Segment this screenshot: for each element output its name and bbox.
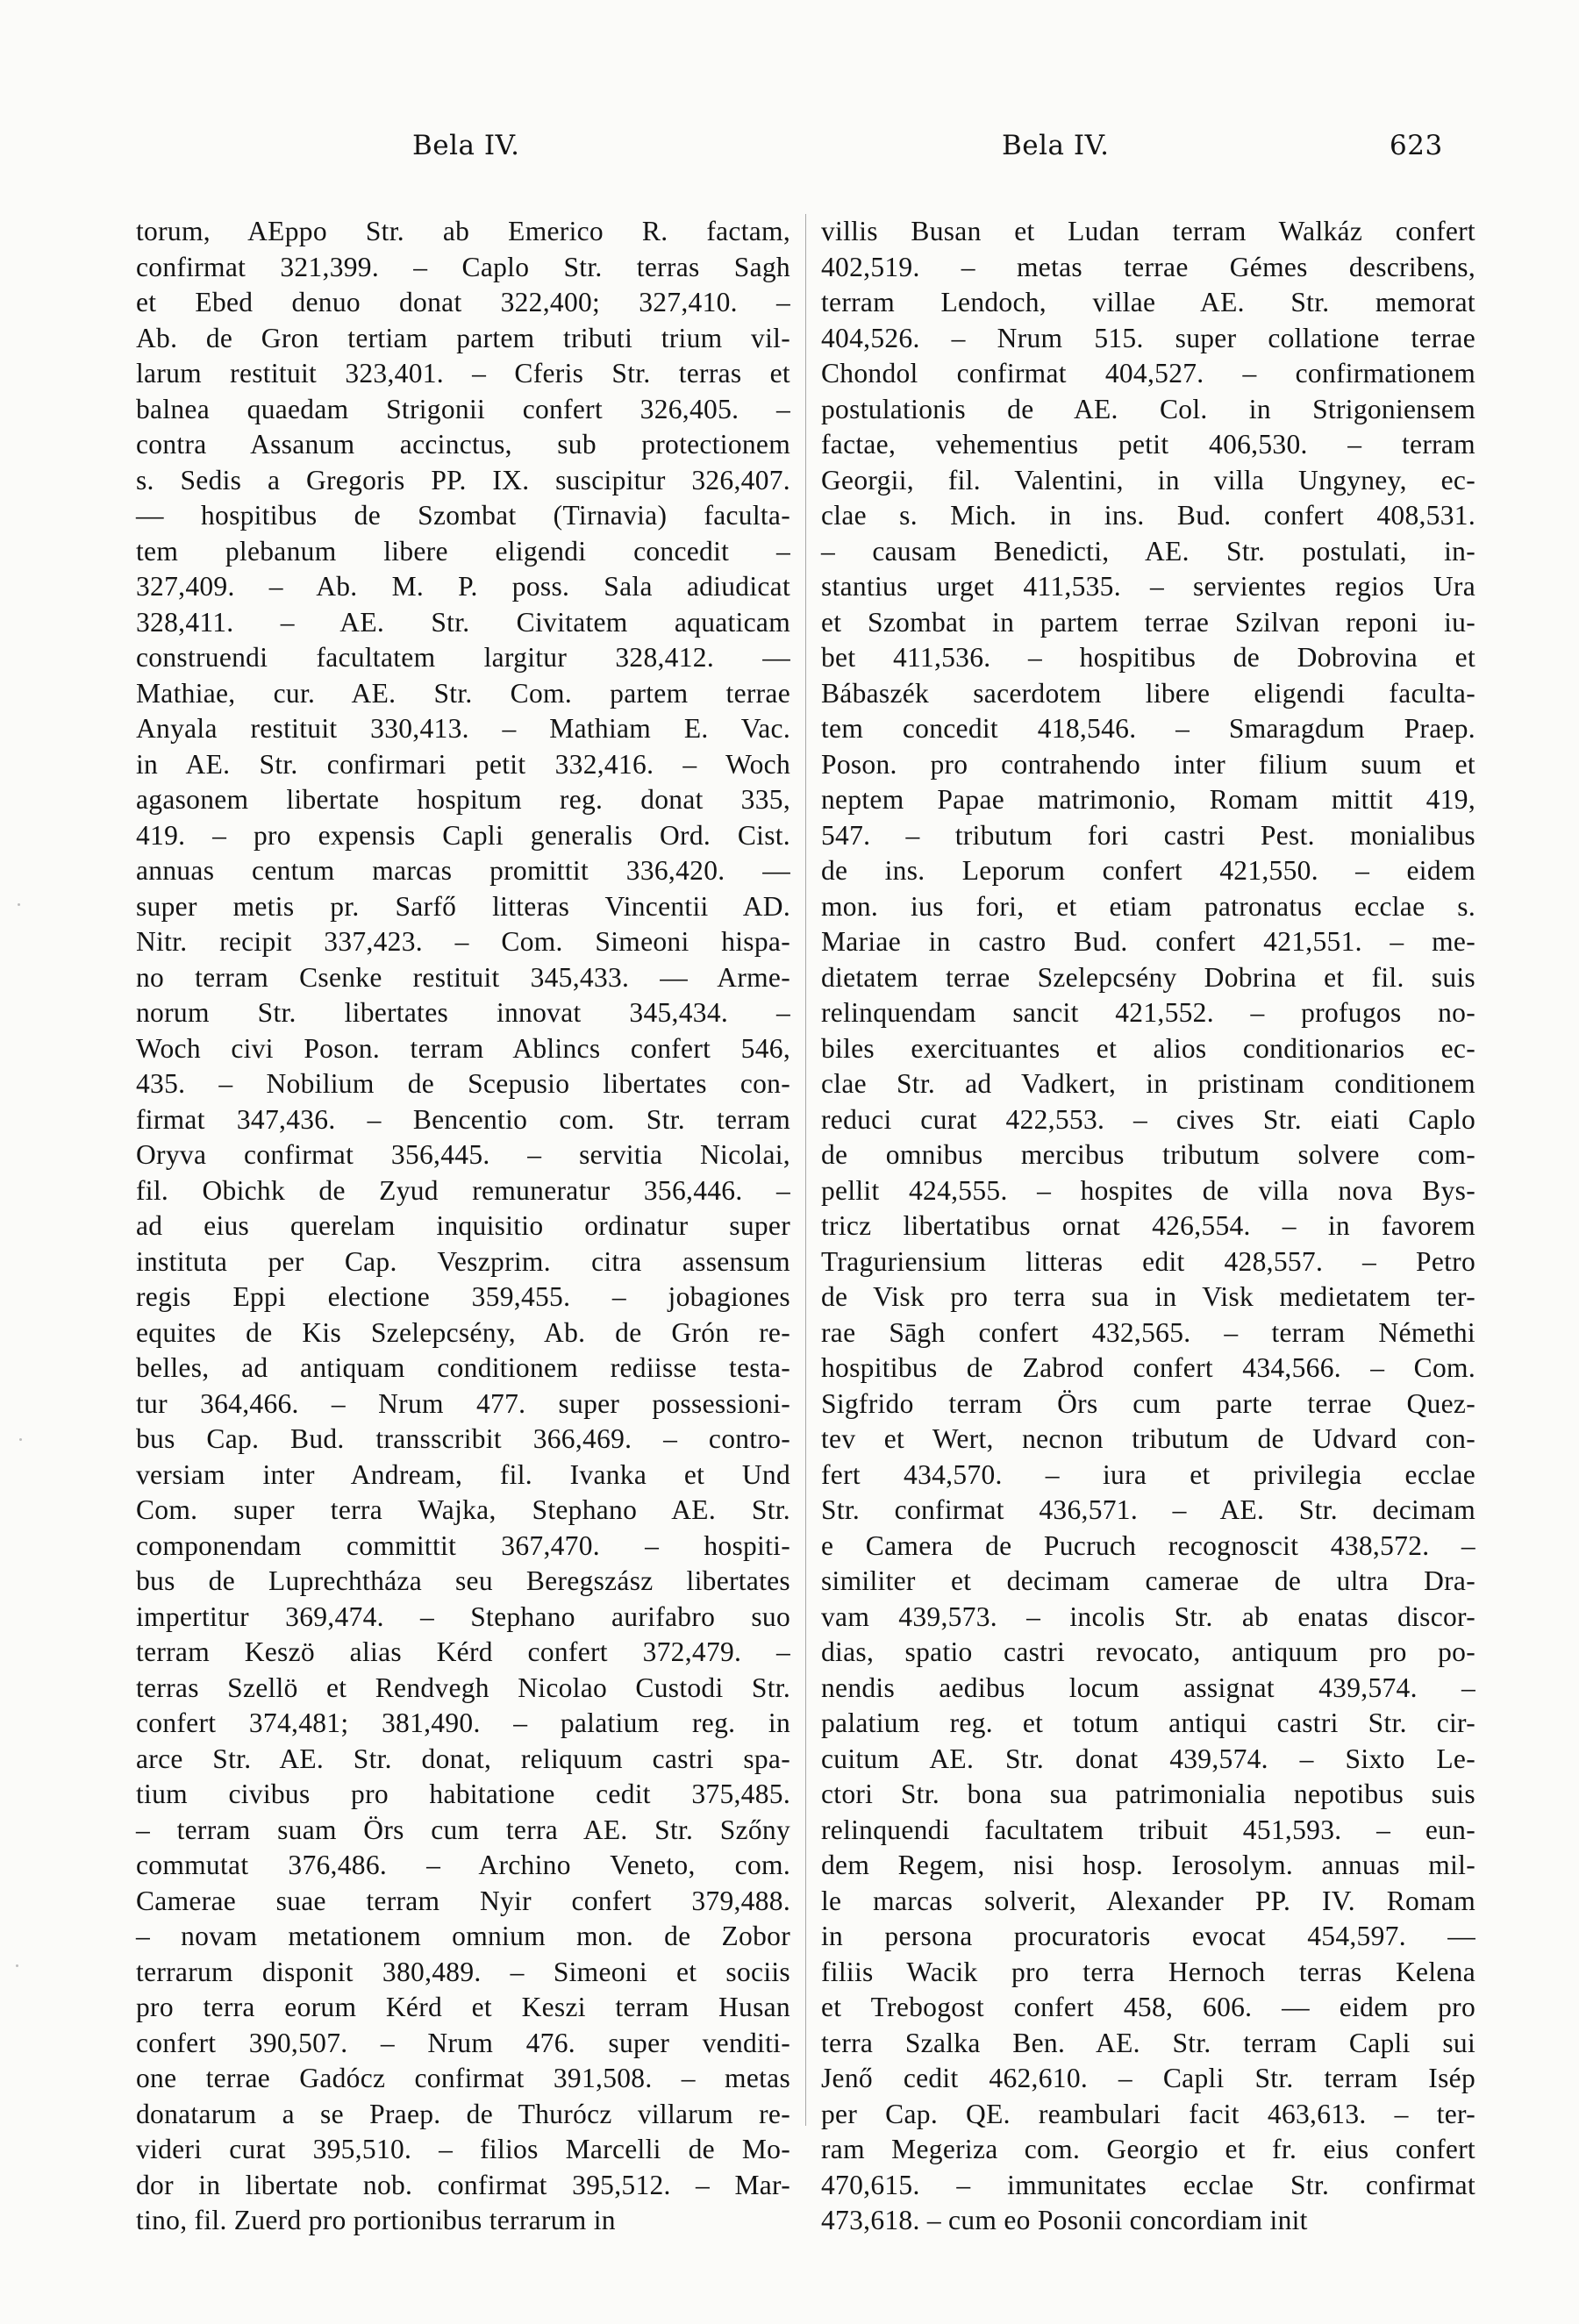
text-line: e Camera de Pucruch recognoscit 438,572. –: [821, 1529, 1475, 1561]
text-line: fil. Obichk de Zyud remuneratur 356,446. –: [136, 1174, 790, 1206]
text-line: norum Str. libertates innovat 345,434. –: [136, 997, 790, 1028]
text-line: construendi facultatem largitur 328,412. —: [136, 642, 790, 673]
text-line: Str. confirmat 436,571. – AE. Str. decimam: [821, 1494, 1475, 1525]
text-line: bus de Luprechtháza seu Beregszász libertates: [136, 1565, 790, 1596]
text-line: vam 439,573. – incolis Str. ab enatas discor-: [821, 1600, 1475, 1632]
text-line: cuitum AE. Str. donat 439,574. – Sixto Le-: [821, 1743, 1475, 1774]
text-line: Oryva confirmat 356,445. – servitia Nicolai,: [136, 1139, 790, 1170]
text-line: componendam committit 367,470. – hospiti-: [136, 1529, 790, 1561]
left-column: [136, 214, 790, 2235]
text-line: balnea quaedam Strigonii confert 326,405. –: [136, 393, 790, 424]
header-center-title: Bela IV.: [1002, 130, 1110, 161]
text-line: 419. – pro expensis Capli generalis Ord. Cist.: [136, 819, 790, 851]
text-line: terras Szellö et Rendvegh Nicolao Custodi Str.: [136, 1672, 790, 1703]
text-line: reduci curat 422,553. – cives Str. eiati Caplo: [821, 1103, 1475, 1135]
text-line: 402,519. – metas terrae Gémes describens,: [821, 251, 1475, 282]
text-line: stantius urget 411,535. – servientes regios Ura: [821, 571, 1475, 602]
text-line: confert 390,507. – Nrum 476. super venditi-: [136, 2027, 790, 2058]
text-line: 547. – tributum fori castri Pest. monialibus: [821, 819, 1475, 851]
text-line: terra Szalka Ben. AE. Str. terram Capli sui: [821, 2027, 1475, 2058]
text-line: s. Sedis a Gregoris PP. IX. suscipitur 326,407.: [136, 464, 790, 495]
text-line: — hospitibus de Szombat (Tirnavia) faculta-: [136, 500, 790, 531]
text-line: Ab. de Gron tertiam partem tributi trium vil-: [136, 322, 790, 353]
right-column: [821, 214, 1475, 2235]
text-line: Traguriensium litteras edit 428,557. – Petro: [821, 1245, 1475, 1277]
text-line: tium civibus pro habitatione cedit 375,485.: [136, 1779, 790, 1809]
text-line: 473,618. – cum eo Posonii concordiam init: [821, 2205, 1308, 2235]
running-header: [0, 130, 1579, 165]
text-line: torum, AEppo Str. ab Emerico R. factam,: [136, 216, 790, 246]
text-line: palatium reg. et totum antiqui castri Str. cir-: [821, 1707, 1475, 1738]
text-line: super metis pr. Sarfő litteras Vincentii AD.: [136, 890, 790, 922]
text-line: 327,409. – Ab. M. P. poss. Sala adiudicat: [136, 571, 790, 602]
text-line: Mariae in castro Bud. confert 421,551. – me-: [821, 926, 1475, 957]
text-line: Camerae suae terram Nyir confert 379,488.: [136, 1885, 790, 1916]
text-line: belles, ad antiquam conditionem rediisse testa-: [136, 1352, 790, 1383]
text-line: clae Str. ad Vadkert, in pristinam conditionem: [821, 1068, 1475, 1099]
text-line: et Trebogost confert 458, 606. — eidem pro: [821, 1992, 1475, 2022]
text-line: dietatem terrae Szelepcsény Dobrina et fil. suis: [821, 961, 1475, 993]
text-line: 470,615. – immunitates ecclae Str. confirmat: [821, 2169, 1475, 2200]
text-line: ad eius querelam inquisitio ordinatur super: [136, 1210, 790, 1241]
text-line: villis Busan et Ludan terram Walkáz confert: [821, 216, 1475, 246]
text-line: one terrae Gadócz confirmat 391,508. – metas: [136, 2063, 790, 2093]
text-line: Woch civi Poson. terram Ablincs confert 546,: [136, 1032, 790, 1064]
text-line: Chondol confirmat 404,527. – confirmationem: [821, 358, 1475, 389]
text-line: de ins. Leporum confert 421,550. – eidem: [821, 855, 1475, 886]
text-line: Mathiae, cur. AE. Str. Com. partem terrae: [136, 677, 790, 709]
text-line: donatarum a se Praep. de Thurócz villarum re-: [136, 2098, 790, 2129]
text-line: Com. super terra Wajka, Stephano AE. Str.: [136, 1494, 790, 1525]
text-line: relinquendi facultatem tribuit 451,593. – eun-: [821, 1814, 1475, 1845]
text-line: Bábaszék sacerdotem libere eligendi faculta-: [821, 677, 1475, 709]
text-line: Nitr. recipit 337,423. – Com. Simeoni hispa-: [136, 926, 790, 957]
text-line: versiam inter Andream, fil. Ivanka et Und: [136, 1458, 790, 1490]
scan-speck: [18, 903, 20, 906]
text-line: bet 411,536. – hospitibus de Dobrovina et: [821, 642, 1475, 673]
text-line: et Ebed denuo donat 322,400; 327,410. –: [136, 287, 790, 317]
text-line: confirmat 321,399. – Caplo Str. terras Sagh: [136, 251, 790, 282]
text-line: Georgii, fil. Valentini, in villa Ungyney, ec-: [821, 464, 1475, 495]
text-line: tricz libertatibus ornat 426,554. – in favorem: [821, 1210, 1475, 1241]
text-line: impertitur 369,474. – Stephano aurifabro suo: [136, 1600, 790, 1632]
text-line: in AE. Str. confirmari petit 332,416. – Woch: [136, 748, 790, 780]
text-line: Sigfrido terram Örs cum parte terrae Quez-: [821, 1387, 1475, 1419]
text-line: Anyala restituit 330,413. – Mathiam E. Vac.: [136, 713, 790, 744]
text-line: fert 434,570. – iura et privilegia ecclae: [821, 1458, 1475, 1490]
column-divider: [805, 214, 806, 2126]
text-line: commutat 376,486. – Archino Veneto, com.: [136, 1850, 790, 1880]
text-line: Jenő cedit 462,610. – Capli Str. terram Isép: [821, 2063, 1475, 2093]
text-line: 328,411. – AE. Str. Civitatem aquaticam: [136, 606, 790, 638]
text-line: arce Str. AE. Str. donat, reliquum castri spa-: [136, 1743, 790, 1774]
text-line: tev et Wert, necnon tributum de Udvard con-: [821, 1423, 1475, 1454]
text-line: in persona procuratoris evocat 454,597. —: [821, 1921, 1475, 1951]
text-line: dias, spatio castri revocato, antiquum pro po-: [821, 1636, 1475, 1667]
text-line: terram Keszö alias Kérd confert 372,479. –: [136, 1636, 790, 1667]
text-line: contra Assanum accinctus, sub protectionem: [136, 429, 790, 460]
scan-speck: [19, 1438, 22, 1441]
text-line: ram Megeriza com. Georgio et fr. eius confert: [821, 2134, 1475, 2164]
text-line: rae Sāgh confert 432,565. – terram Némethi: [821, 1316, 1475, 1348]
text-line: filiis Wacik pro terra Hernoch terras Kelena: [821, 1956, 1475, 1987]
text-line: videri curat 395,510. – filios Marcelli de Mo-: [136, 2134, 790, 2164]
text-line: tino, fil. Zuerd pro portionibus terrarum in: [136, 2205, 616, 2235]
text-line: terrarum disponit 380,489. – Simeoni et sociis: [136, 1956, 790, 1987]
text-line: de Visk pro terra sua in Visk medietatem ter-: [821, 1281, 1475, 1312]
page-number: 623: [1390, 130, 1443, 161]
text-line: nendis aedibus locum assignat 439,574. –: [821, 1672, 1475, 1703]
text-line: et Szombat in partem terrae Szilvan reponi iu-: [821, 606, 1475, 638]
text-line: neptem Papae matrimonio, Romam mittit 419,: [821, 784, 1475, 815]
text-line: pellit 424,555. – hospites de villa nova Bys-: [821, 1174, 1475, 1206]
text-line: instituta per Cap. Veszprim. citra assensum: [136, 1245, 790, 1277]
text-line: terram Lendoch, villae AE. Str. memorat: [821, 287, 1475, 317]
text-line: – terram suam Örs cum terra AE. Str. Szőny: [136, 1814, 790, 1845]
text-line: agasonem libertate hospitum reg. donat 335,: [136, 784, 790, 815]
text-line: hospitibus de Zabrod confert 434,566. – Com.: [821, 1352, 1475, 1383]
text-line: postulationis de AE. Col. in Strigoniensem: [821, 393, 1475, 424]
text-line: bus Cap. Bud. transscribit 366,469. – contro-: [136, 1423, 790, 1454]
text-line: le marcas solverit, Alexander PP. IV. Romam: [821, 1885, 1475, 1916]
text-line: 404,526. – Nrum 515. super collatione terrae: [821, 322, 1475, 353]
text-line: firmat 347,436. – Bencentio com. Str. terram: [136, 1103, 790, 1135]
text-line: no terram Csenke restituit 345,433. — Arme-: [136, 961, 790, 993]
text-line: similiter et decimam camerae de ultra Dra-: [821, 1565, 1475, 1596]
text-line: ctori Str. bona sua patrimonialia nepotibus suis: [821, 1779, 1475, 1809]
text-line: relinquendam sancit 421,552. – profugos no-: [821, 997, 1475, 1028]
header-left-title: Bela IV.: [412, 130, 520, 161]
text-line: regis Eppi electione 359,455. – jobagiones: [136, 1281, 790, 1312]
text-line: pro terra eorum Kérd et Keszi terram Husan: [136, 1992, 790, 2022]
text-line: – novam metationem omnium mon. de Zobor: [136, 1921, 790, 1951]
text-line: mon. ius fori, et etiam patronatus ecclae s.: [821, 890, 1475, 922]
text-line: tur 364,466. – Nrum 477. super possessioni-: [136, 1387, 790, 1419]
text-line: annuas centum marcas promittit 336,420. —: [136, 855, 790, 886]
text-line: de omnibus mercibus tributum solvere com-: [821, 1139, 1475, 1170]
text-line: larum restituit 323,401. – Cferis Str. terras et: [136, 358, 790, 389]
text-line: confert 374,481; 381,490. – palatium reg. in: [136, 1707, 790, 1738]
text-line: tem concedit 418,546. – Smaragdum Praep.: [821, 713, 1475, 744]
text-line: dor in libertate nob. confirmat 395,512. – Mar-: [136, 2169, 790, 2200]
text-line: – causam Benedicti, AE. Str. postulati, in-: [821, 535, 1475, 567]
text-line: clae s. Mich. in ins. Bud. confert 408,531.: [821, 500, 1475, 531]
text-line: Poson. pro contrahendo inter filium suum et: [821, 748, 1475, 780]
text-line: factae, vehementius petit 406,530. – terram: [821, 429, 1475, 460]
text-line: 435. – Nobilium de Scepusio libertates con-: [136, 1068, 790, 1099]
scan-speck: [16, 1964, 18, 1967]
text-line: tem plebanum libere eligendi concedit –: [136, 535, 790, 567]
text-line: dem Regem, nisi hosp. Ierosolym. annuas mil-: [821, 1850, 1475, 1880]
text-line: per Cap. QE. reambulari facit 463,613. – ter-: [821, 2098, 1475, 2129]
text-line: equites de Kis Szelepcsény, Ab. de Grón re-: [136, 1316, 790, 1348]
text-line: biles exercituantes et alios conditionarios ec-: [821, 1032, 1475, 1064]
